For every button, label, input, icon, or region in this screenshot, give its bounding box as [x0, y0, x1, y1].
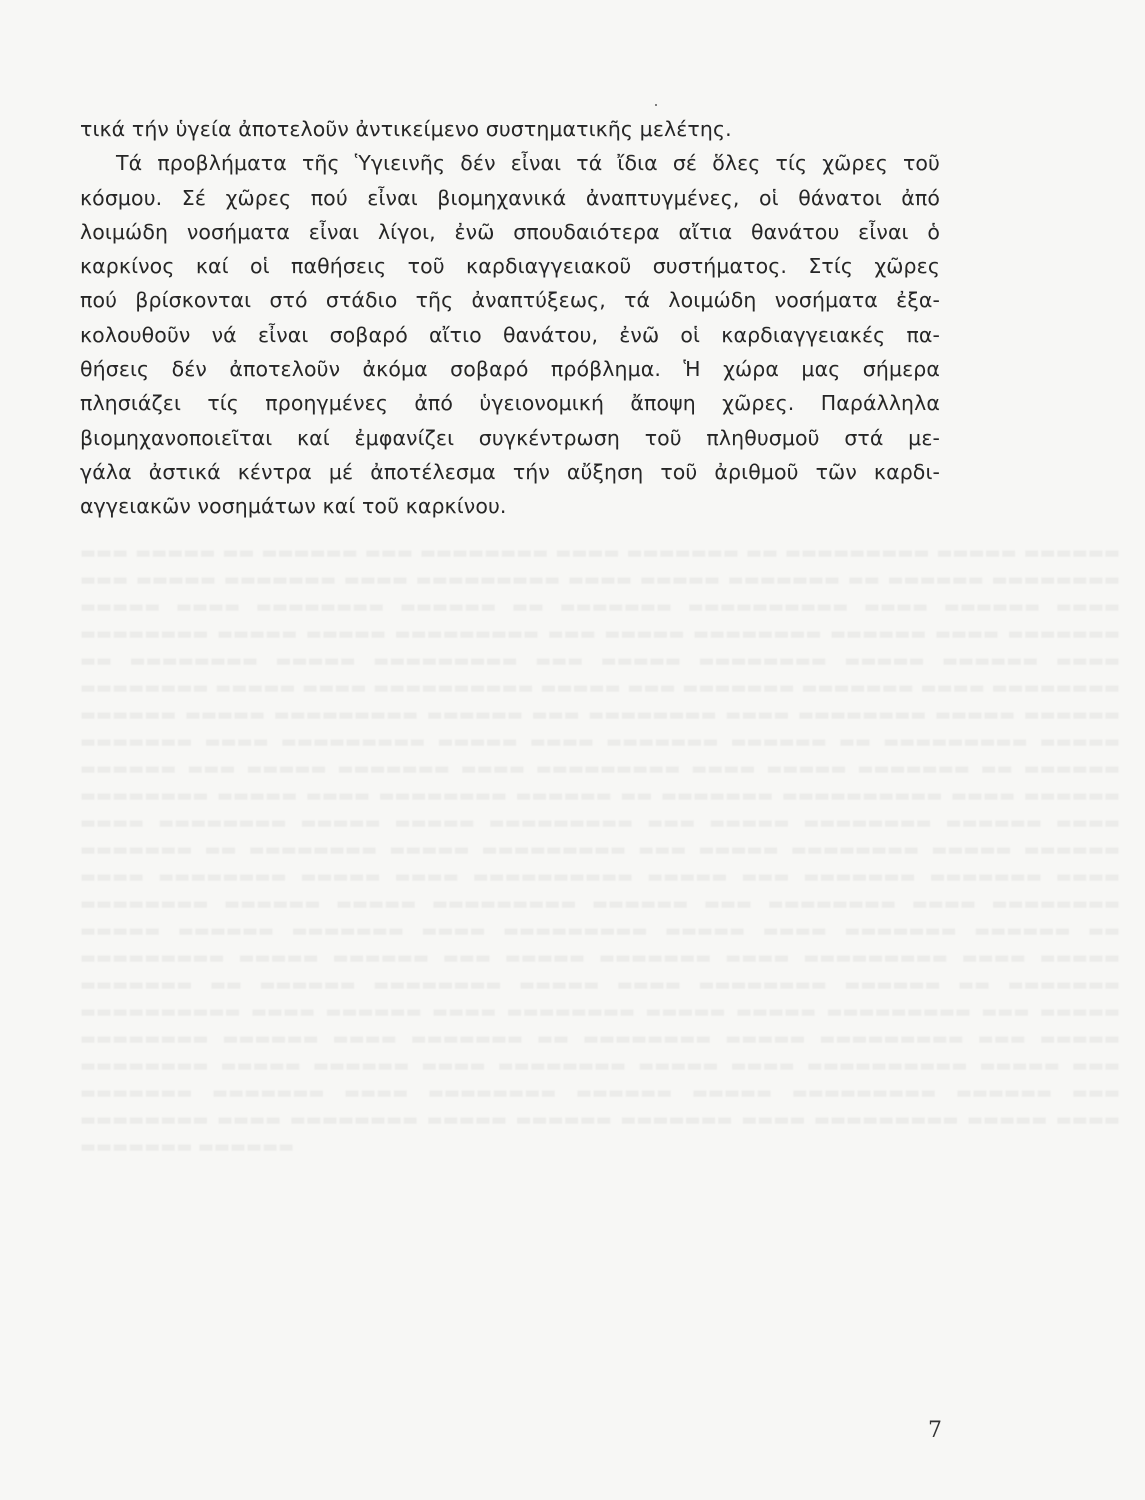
text-line: κολουθοῦν νά εἶναι σοβαρό αἴτιο θανάτου, ἐνῶ οἱ καρδιαγγειακές πα- — [80, 322, 940, 347]
text-line: γάλα ἀστικά κέντρα μέ ἀποτέλεσμα τήν αὔξηση τοῦ ἀριθμοῦ τῶν καρδι- — [80, 459, 940, 484]
text-line: Τά προβλήματα τῆς Ὑγιεινῆς δέν εἶναι τά ἴδια σέ ὅλες τίς χῶρες τοῦ — [116, 151, 940, 176]
speck — [655, 104, 657, 106]
text-line: πού βρίσκονται στό στάδιο τῆς ἀναπτύξεως, τά λοιμώδη νοσήματα ἐξα- — [80, 288, 940, 313]
show-through-background: ▬▬▬ ▬▬▬▬▬ ▬▬ ▬▬▬▬▬▬ ▬▬▬ ▬▬▬▬▬▬▬▬ ▬▬▬▬ ▬▬▬▬▬▬▬ ▬▬ ▬▬▬▬▬▬▬▬▬ ▬▬▬▬▬ ▬▬▬▬▬▬ ▬▬▬ ▬▬▬▬▬ ▬▬▬▬▬▬▬ ▬▬▬▬ ▬▬▬▬▬▬▬▬▬ ▬▬▬▬ ▬▬▬▬▬ ▬▬▬▬▬▬▬ ▬▬ ▬▬▬▬▬▬ ▬▬▬▬▬▬▬▬ ▬▬▬▬▬ ▬▬▬▬ ▬▬▬▬▬▬▬▬ ▬▬▬▬▬▬ ▬▬ ▬▬▬▬▬▬▬ ▬▬▬▬▬▬▬▬▬▬ ▬▬▬▬ ▬▬▬▬▬▬ ▬▬▬▬ ▬▬▬▬▬▬▬▬ ▬▬▬▬▬ ▬▬▬▬▬ ▬▬▬▬▬▬▬▬▬ ▬▬▬ ▬▬▬▬▬ ▬▬▬▬▬▬▬▬ ▬▬▬▬▬▬ ▬▬▬▬ ▬▬▬▬▬▬▬ ▬▬ ▬▬▬▬▬▬▬▬ ▬▬▬▬▬ ▬▬▬▬▬▬▬▬▬ ▬▬▬ ▬▬▬▬▬ ▬▬▬▬▬▬▬▬ ▬▬▬▬▬ ▬▬▬▬▬▬ ▬▬▬▬ ▬▬▬▬▬▬▬▬ ▬▬▬▬▬ ▬▬▬▬ ▬▬▬▬▬▬▬▬▬▬ ▬▬▬▬▬ ▬▬▬ ▬▬▬▬▬▬▬ ▬▬▬▬▬▬▬ ▬▬▬▬ ▬▬▬▬▬▬▬▬ ▬▬▬▬▬▬ ▬▬▬▬▬ ▬▬▬▬▬▬▬▬▬ ▬▬▬▬▬▬ ▬▬▬ ▬▬▬▬▬▬▬▬ ▬▬▬▬ ▬▬▬▬▬▬▬▬ ▬▬▬▬▬ ▬▬▬▬▬▬ ▬▬▬▬▬▬▬ ▬▬▬▬ ▬▬▬▬▬▬▬▬▬ ▬▬▬▬▬ ▬▬▬▬ ▬▬▬▬▬▬▬ ▬▬▬▬▬▬ ▬▬ ▬▬▬▬▬▬▬▬▬ ▬▬▬▬▬ ▬▬▬▬▬▬ ▬▬▬ ▬▬▬▬▬ ▬▬▬▬▬▬▬ ▬▬▬▬ ▬▬▬▬▬▬▬▬▬ ▬▬▬▬ ▬▬▬▬▬ ▬▬▬▬▬▬▬ ▬▬ ▬▬▬▬▬▬ ▬▬▬▬▬▬▬▬ ▬▬▬▬▬ ▬▬▬▬ ▬▬▬▬▬▬▬▬ ▬▬▬▬▬▬ ▬▬ ▬▬▬▬▬▬▬ ▬▬▬▬▬▬▬▬▬▬ ▬▬▬▬ ▬▬▬▬▬▬ ▬▬▬▬ ▬▬▬▬▬▬▬▬ ▬▬▬▬▬ ▬▬▬▬▬ ▬▬▬▬▬▬▬▬▬ ▬▬▬ ▬▬▬▬▬ ▬▬▬▬▬▬▬▬ ▬▬▬▬▬▬ ▬▬▬▬ ▬▬▬▬▬▬▬ ▬▬ ▬▬▬▬▬▬▬▬ ▬▬▬▬▬ ▬▬▬▬▬▬▬▬▬ ▬▬▬ ▬▬▬▬▬ ▬▬▬▬▬▬▬▬ ▬▬▬▬▬ ▬▬▬▬▬▬ ▬▬▬▬ ▬▬▬▬▬▬▬▬ ▬▬▬▬▬ ▬▬▬▬ ▬▬▬▬▬▬▬▬▬▬ ▬▬▬▬▬ ▬▬▬ ▬▬▬▬▬▬▬ ▬▬▬▬▬▬▬ ▬▬▬▬ ▬▬▬▬▬▬▬▬ ▬▬▬▬▬▬ ▬▬▬▬▬ ▬▬▬▬▬▬▬▬▬ ▬▬▬▬▬▬ ▬▬▬ ▬▬▬▬▬▬▬▬ ▬▬▬▬ ▬▬▬▬▬▬▬▬ ▬▬▬▬▬ ▬▬▬▬▬▬ ▬▬▬▬▬▬▬ ▬▬▬▬ ▬▬▬▬▬▬▬▬▬ ▬▬▬▬▬ ▬▬▬▬ ▬▬▬▬▬▬▬ ▬▬▬▬▬▬ ▬▬ ▬▬▬▬▬▬▬▬▬ ▬▬▬▬▬ ▬▬▬▬▬▬ ▬▬▬ ▬▬▬▬▬ ▬▬▬▬▬▬▬ ▬▬▬▬ ▬▬▬▬▬▬▬▬▬ ▬▬▬▬ ▬▬▬▬▬ ▬▬▬▬▬▬▬ ▬▬ ▬▬▬▬▬▬ ▬▬▬▬▬▬▬▬ ▬▬▬▬▬ ▬▬▬▬ ▬▬▬▬▬▬▬▬ ▬▬▬▬▬▬ ▬▬ ▬▬▬▬▬▬▬ ▬▬▬▬▬▬▬▬▬▬ ▬▬▬▬ ▬▬▬▬▬▬ ▬▬▬▬ ▬▬▬▬▬▬▬▬ ▬▬▬▬▬ ▬▬▬▬▬ ▬▬▬▬▬▬▬▬▬ ▬▬▬ ▬▬▬▬▬ ▬▬▬▬▬▬▬▬ ▬▬▬▬▬▬ ▬▬▬▬ ▬▬▬▬▬▬▬ ▬▬ ▬▬▬▬▬▬▬▬ ▬▬▬▬▬ ▬▬▬▬▬▬▬▬▬ ▬▬▬ ▬▬▬▬▬ ▬▬▬▬▬▬▬▬ ▬▬▬▬▬ ▬▬▬▬▬▬ ▬▬▬▬ ▬▬▬▬▬▬▬▬ ▬▬▬▬▬ ▬▬▬▬ ▬▬▬▬▬▬▬▬▬▬ ▬▬▬▬▬ ▬▬▬ ▬▬▬▬▬▬▬ ▬▬▬▬▬▬▬ ▬▬▬▬ ▬▬▬▬▬▬▬▬ ▬▬▬▬▬▬ ▬▬▬▬▬ ▬▬▬▬▬▬▬▬▬ ▬▬▬▬▬▬ ▬▬▬ ▬▬▬▬▬▬▬▬ ▬▬▬▬ ▬▬▬▬▬▬▬▬ ▬▬▬▬▬ ▬▬▬▬▬▬ ▬▬▬▬▬▬▬ ▬▬▬▬ ▬▬▬▬▬▬▬▬▬ ▬▬▬▬▬ ▬▬▬▬ ▬▬▬▬▬▬▬ ▬▬▬▬▬▬ — [80, 543, 1120, 1157]
page-number: 7 — [928, 1418, 942, 1443]
text-line: κόσμου. Σέ χῶρες πού εἶναι βιομηχανικά ἀναπτυγμένες, οἱ θάνατοι ἀπό — [80, 185, 940, 210]
text-line: τικά τήν ὑγεία ἀποτελοῦν ἀντικείμενο συστηματικῆς μελέτης. — [80, 117, 732, 141]
text-line: λοιμώδη νοσήματα εἶναι λίγοι, ἐνῶ σπουδαιότερα αἴτια θανάτου εἶναι ὁ — [80, 219, 940, 244]
text-line: θήσεις δέν ἀποτελοῦν ἀκόμα σοβαρό πρόβλημα. Ἡ χώρα μας σήμερα — [80, 357, 940, 382]
text-line: πλησιάζει τίς προηγμένες ἀπό ὑγειονομική ἄποψη χῶρες. Παράλληλα — [80, 391, 940, 416]
text-line: καρκίνος καί οἱ παθήσεις τοῦ καρδιαγγειακοῦ συστήματος. Στίς χῶρες — [80, 254, 940, 279]
text-line: αγγειακῶν νοσημάτων καί τοῦ καρκίνου. — [80, 494, 507, 519]
body-paragraphs — [80, 112, 940, 524]
text-line: βιομηχανοποιεῖται καί ἐμφανίζει συγκέντρωση τοῦ πληθυσμοῦ στά με- — [80, 425, 940, 450]
